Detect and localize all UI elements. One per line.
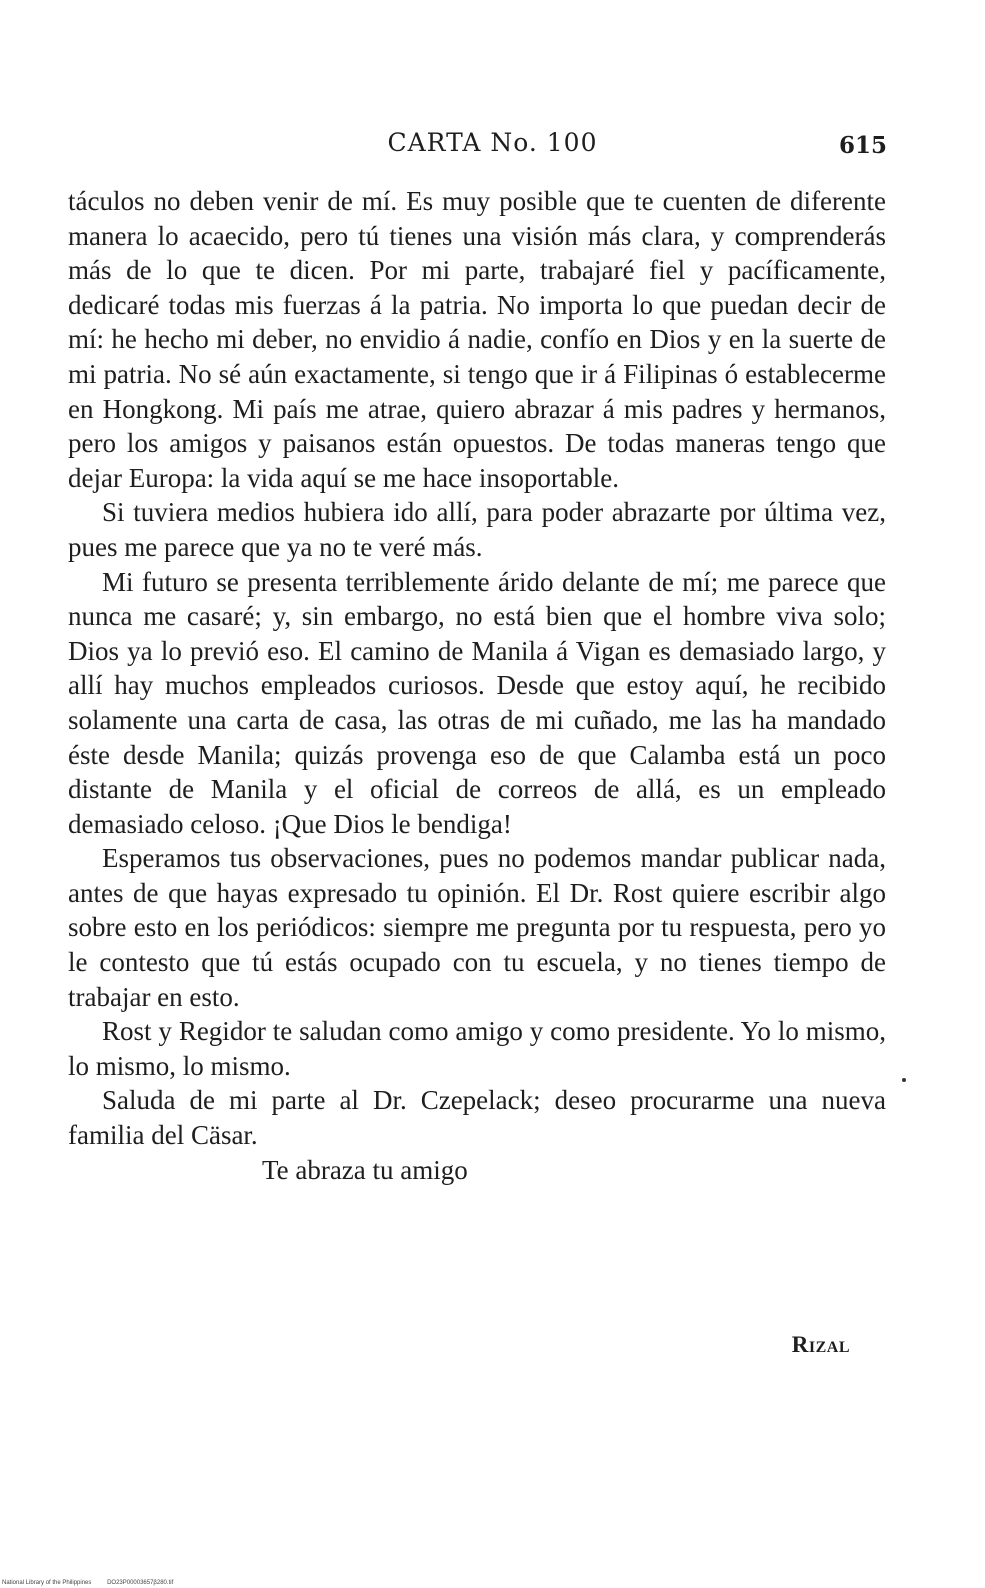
paragraph-4: Esperamos tus observaciones, pues no podemos mandar publicar nada, antes de que hayas expresado tu opinión. El Dr. Rost quiere escribir algo sobre esto en los periódicos: siempre me pregunta por tu respuesta, pero yo le contesto que tú estás ocupado con tu escuela, y no tienes tiempo de trabajar en esto. bbox=[68, 843, 886, 1012]
paragraph-5: Rost y Regidor te saludan como amigo y como presidente. Yo lo mismo, lo mismo, lo mismo. bbox=[68, 1016, 886, 1081]
signature: Rizal bbox=[791, 1332, 850, 1357]
library-credit: National Library of the Philippines bbox=[2, 1580, 92, 1586]
paragraph-2: Si tuviera medios hubiera ido allí, para poder abrazarte por última vez, pues me parece que ya no te veré más. bbox=[68, 497, 886, 562]
paragraph-6: Saluda de mi parte al Dr. Czepelack; deseo procurarme una nueva familia del Cäsar. bbox=[68, 1085, 886, 1151]
scan-footer bbox=[2, 1580, 187, 1586]
file-id: DO23P00003657β280.tif bbox=[107, 1580, 174, 1586]
paragraph-1: táculos no deben venir de mí. Es muy posible que te cuenten de diferente manera lo acaecido, pero tú tienes una visión más clara, y comprenderás más de lo que te dicen. Por mi parte, trabajaré fiel y pacíficamente, dedicaré todas mis fuerzas á la patria. No importa lo que puedan decir de mí: he hecho mi deber, no envidio á nadie, confío en Dios y en la suerte de mi patria. No sé aún exactamente, si tengo que ir á Filipinas ó establecerme en Hongkong. Mi país me atrae, quiero abrazar á mis padres y hermanos, pero los amigos y paisanos están opuestos. De todas maneras tengo que dejar Europa: la vida aquí se me hace insoportable. bbox=[68, 186, 886, 493]
closing-line: Te abraza tu amigo bbox=[262, 1154, 468, 1185]
ink-speck bbox=[902, 1078, 906, 1082]
page-number: 615 bbox=[838, 132, 887, 159]
paragraph-3: Mi futuro se presenta terriblemente árido delante de mí; me parece que nunca me casaré; y, sin embargo, no está bien que el hombre viva solo; Dios ya lo previó eso. El camino de Manila á Vigan es demasiado largo, y allí hay muchos empleados curiosos. Desde que estoy aquí, he recibido solamente una carta de casa, las otras de mi cuñado, me las ha mandado éste desde Manila; quizás provenga eso de que Calamba está un poco distante de Manila y el oficial de correos de allá, es un empleado demasiado celoso. ¡Que Dios le bendiga! bbox=[68, 566, 886, 839]
letter-body bbox=[68, 184, 886, 1187]
running-title: CARTA No. 100 bbox=[387, 128, 598, 157]
